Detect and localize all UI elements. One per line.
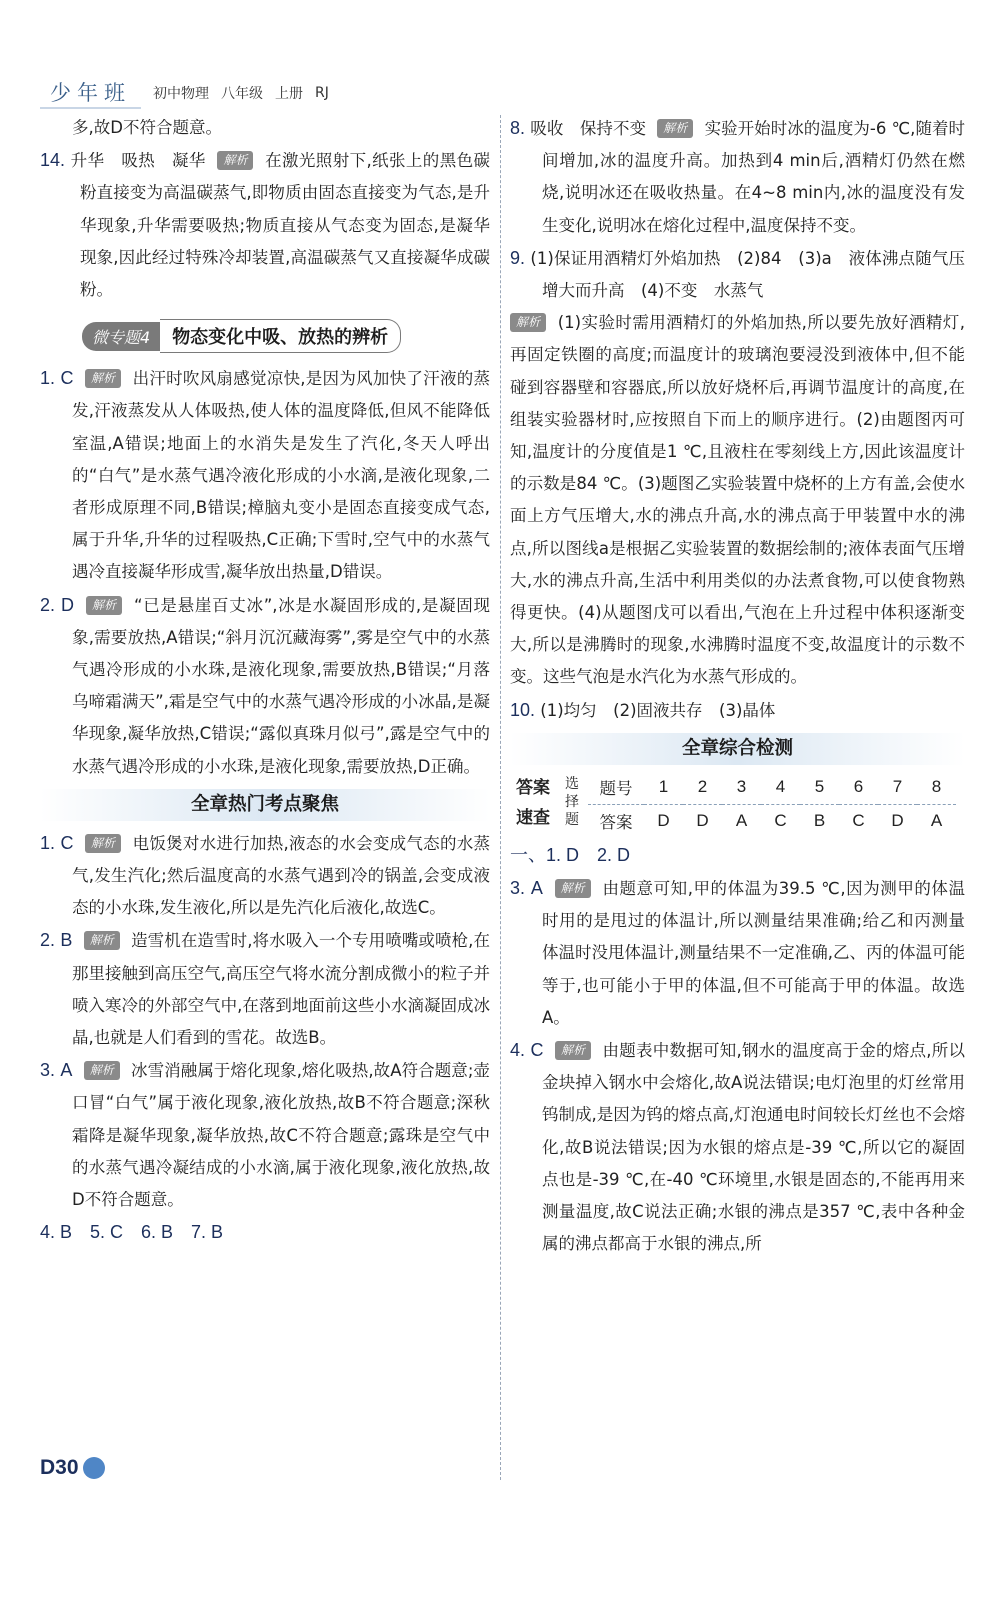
analysis-text: 在激光照射下,纸张上的黑色碳粉直接变为高温碳蒸气,即物质由固态直接变为气态,是升华现象,升华需要吸热;物质直接从气态变为固态,是凝华现象,因此经过特殊冷却装置,高温碳蒸气又直接凝华成碳粉。 (80, 151, 490, 300)
analysis-text: 由题表中数据可知,钢水的温度高于金的熔点,所以金块掉入钢水中会熔化,故A说法错误;电灯泡里的灯丝常用钨制成,是因为钨的熔点高,灯泡通电时间较长灯丝也不会熔化,故B说法错误;因为水银的熔点是-39 ℃,所以它的凝固点也是-39 ℃,在-40 ℃环境里,水银是固态的,不能再用来测量温度,故C说法正确;水银的沸点是357 ℃,表中各种金属的沸点都高于水银的沸点,所 (542, 1041, 965, 1254)
choice-answer: C (60, 368, 74, 389)
section-heading: 全章综合检测 (510, 733, 965, 765)
answer-cell: D (891, 811, 904, 831)
quick-answer-label: 答案速查 (516, 777, 550, 828)
answer-cell: C (852, 811, 865, 831)
answer-text: 升华 吸热 凝华 (70, 151, 206, 171)
answer-item-h1 (40, 827, 490, 925)
answer-item-14 (40, 144, 490, 306)
analysis-text: (1)实验时需用酒精灯的外焰加热,所以要先放好酒精灯,再固定铁圈的高度;而温度计的玻璃泡要浸没到液体中,但不能碰到容器壁和容器底,所以放好烧杯后,再调节温度计的高度,在组装实验器材时,应按照自下而上的顺序进行。(2)由题图丙可知,温度计的分度值是1 ℃,且液柱在零刻线上方,因此该温度计的示数是84 ℃。(3)题图乙实验装置中烧杯的上方有盖,会使水面上方气压增大,水的沸点升高,水的沸点高于甲装置中水的沸点,所以图线a是根据乙实验装置的数据绘制的;液体表面气压增大,水的沸点升高,生活中利用类似的办法煮食物,可以使食物熟得更快。(4)从题图戊可以看出,气泡在上升过程中体积逐渐变大,所以是沸腾时的现象,水沸腾时温度不变,故温度计的示数不变。这些气泡是水汽化为水蒸气形成的。 (510, 313, 965, 687)
choice-answer: D (60, 594, 74, 615)
header-grade: 八年级 (221, 86, 263, 102)
question-number: 3. (40, 1060, 56, 1081)
topic-heading (82, 320, 490, 352)
answer-cell: C (774, 811, 787, 831)
analysis-text: 出汗时吹风扇感觉凉快,是因为风加快了汗液的蒸发,汗液蒸发从人体吸热,使人体的温度降低,但风不能降低室温,A错误;地面上的水消失是发生了汽化,冬天人呼出的“白气”是水蒸气遇冷液化形成的小水滴,是液化现象,二者形成原理不同,B错误;樟脑丸变小是固态直接变成气态,属于升华,升华的过程吸热,C正确;下雪时,空气中的水蒸气遇冷直接凝华形成雪,凝华放出热量,D错误。 (72, 369, 490, 582)
analysis-tag: 解析 (657, 119, 693, 138)
analysis-text: 实验开始时冰的温度为-6 ℃,随着时间增加,冰的温度升高。加热到4 min后,酒精灯仍然在燃烧,说明冰还在吸收热量。在4~8 min内,冰的温度没有发生变化,说明冰在熔化过程中,温度保持不变。 (542, 119, 966, 235)
page-number: D30 (40, 1456, 79, 1479)
number-header: 题号 (588, 771, 644, 805)
topic-badge: 微专题4 (82, 322, 160, 351)
answer-item-9 (510, 242, 965, 307)
answer-item-r4 (510, 1034, 965, 1260)
answer-cell: A (930, 811, 943, 831)
continuation-text: 多,故D不符合题意。 (72, 118, 222, 137)
analysis-tag: 解析 (84, 931, 120, 950)
answer-row-4-7 (40, 1216, 490, 1249)
number-cell: 7 (878, 771, 917, 805)
header-edition: RJ (315, 85, 329, 101)
number-cell: 4 (761, 771, 800, 805)
choice-answer: A (530, 878, 543, 899)
answer-cell: D (657, 811, 670, 831)
answer-header: 答案 (599, 813, 633, 833)
page-header (40, 76, 329, 110)
quick-answer-table (510, 771, 965, 837)
analysis-item-9 (510, 307, 965, 693)
answers-4-to-7: 4. B 5. C 6. B 7. B (40, 1222, 224, 1243)
answers-1-2: 一、1. D 2. D (510, 844, 631, 865)
answer-cell: D (696, 811, 709, 831)
number-cell: 3 (722, 771, 761, 805)
analysis-tag: 解析 (555, 879, 591, 898)
header-volume: 上册 (275, 86, 303, 102)
number-row (588, 771, 956, 805)
question-number: 9. (510, 247, 526, 268)
answer-item-h2 (40, 924, 490, 1054)
answer-item-h3 (40, 1054, 490, 1216)
answer-item-1 (40, 362, 490, 588)
analysis-tag: 解析 (86, 596, 122, 615)
answer-item-r3 (510, 872, 965, 1034)
answer-text: (1)保证用酒精灯外焰加热 (2)84 (3)a 液体沸点随气压增大而升高 (4)不变 水蒸气 (530, 248, 965, 301)
brand-logo: 少年班 (40, 77, 141, 109)
analysis-tag: 解析 (510, 313, 546, 332)
analysis-text: 电饭煲对水进行加热,液态的水会变成气态的水蒸气,发生汽化;然后温度高的水蒸气遇到冷的锅盖,会变成液态的小水珠,发生液化,所以是先汽化后液化,故选C。 (72, 833, 490, 918)
analysis-tag: 解析 (217, 151, 253, 170)
analysis-text: 造雪机在造雪时,将水吸入一个专用喷嘴或喷枪,在那里接触到高压空气,高压空气将水流分割成微小的粒子并喷入寒冷的外部空气中,在落到地面前这些小水滴凝固成冰晶,也就是人们看到的雪花。故选B。 (72, 931, 491, 1048)
analysis-tag: 解析 (555, 1041, 591, 1060)
answer-item-8 (510, 112, 965, 242)
choice-answer: B (60, 930, 73, 951)
question-number: 1. (40, 368, 56, 389)
answer-cell: B (813, 811, 826, 831)
analysis-text: 冰雪消融属于熔化现象,熔化吸热,故A符合题意;壶口冒“白气”属于液化现象,液化放热,故B不符合题意;深秋霜降是凝华现象,凝华放热,故C不符合题意;露珠是空气中的水蒸气遇冷凝结成的小水滴,属于液化现象,液化放热,故D不符合题意。 (72, 1061, 491, 1210)
answer-item-10 (510, 694, 965, 727)
choice-answer: C (60, 832, 74, 853)
answer-row-1-2 (510, 839, 965, 872)
right-column (510, 112, 965, 1261)
question-number: 3. (510, 878, 526, 899)
number-cell: 2 (683, 771, 722, 805)
header-subject: 初中物理 (153, 86, 209, 102)
answer-text: 吸收 保持不变 (530, 119, 647, 138)
question-type-label: 选择题 (565, 775, 579, 828)
analysis-text: “已是悬崖百丈冰”,冰是水凝固形成的,是凝固现象,需要放热,A错误;“斜月沉沉藏海雾”,雾是空气中的水蒸气遇冷形成的小水珠,是液化现象,需要放热,B错误;“月落乌啼霜满天”,霜是空气中的水蒸气遇冷形成的小冰晶,是凝华现象,凝华放热,C错误;“露似真珠月似弓”,露是空气中的水蒸气遇冷形成的小水珠,是液化现象,需要放热,D正确。 (72, 595, 491, 776)
answer-text: (1)均匀 (2)固液共存 (3)晶体 (540, 700, 776, 720)
analysis-tag: 解析 (84, 1061, 120, 1080)
question-number: 1. (40, 832, 56, 853)
question-number: 4. (510, 1040, 526, 1061)
choice-answer: C (530, 1040, 544, 1061)
globe-icon (83, 1457, 105, 1479)
choice-answer: A (60, 1060, 73, 1081)
answer-grid (588, 771, 956, 838)
question-number: 2. (40, 594, 56, 615)
answer-item-2 (40, 589, 490, 783)
number-cell: 5 (800, 771, 839, 805)
answer-continuation (40, 112, 490, 144)
column-divider (500, 115, 501, 1480)
number-cell: 1 (644, 771, 683, 805)
question-number: 8. (510, 118, 526, 138)
left-column (40, 112, 490, 1250)
analysis-tag: 解析 (85, 834, 121, 853)
answer-cell: A (735, 811, 748, 831)
number-cell: 8 (917, 771, 956, 805)
question-number: 14. (40, 150, 66, 171)
page-footer (40, 1456, 105, 1480)
topic-title: 物态变化中吸、放热的辨析 (160, 319, 401, 353)
number-cell: 6 (839, 771, 878, 805)
question-number: 10. (510, 699, 536, 720)
analysis-text: 由题意可知,甲的体温为39.5 ℃,因为测甲的体温时用的是甩过的体温计,所以测量结果准确;给乙和丙测量体温时没甩体温计,测量结果不一定准确,乙、丙的体温可能等于,也可能小于甲的体温,但不可能高于甲的体温。故选A。 (542, 879, 965, 1027)
analysis-tag: 解析 (85, 369, 121, 388)
section-heading: 全章热门考点聚焦 (40, 789, 490, 821)
question-number: 2. (40, 930, 56, 951)
answer-row (588, 804, 956, 838)
